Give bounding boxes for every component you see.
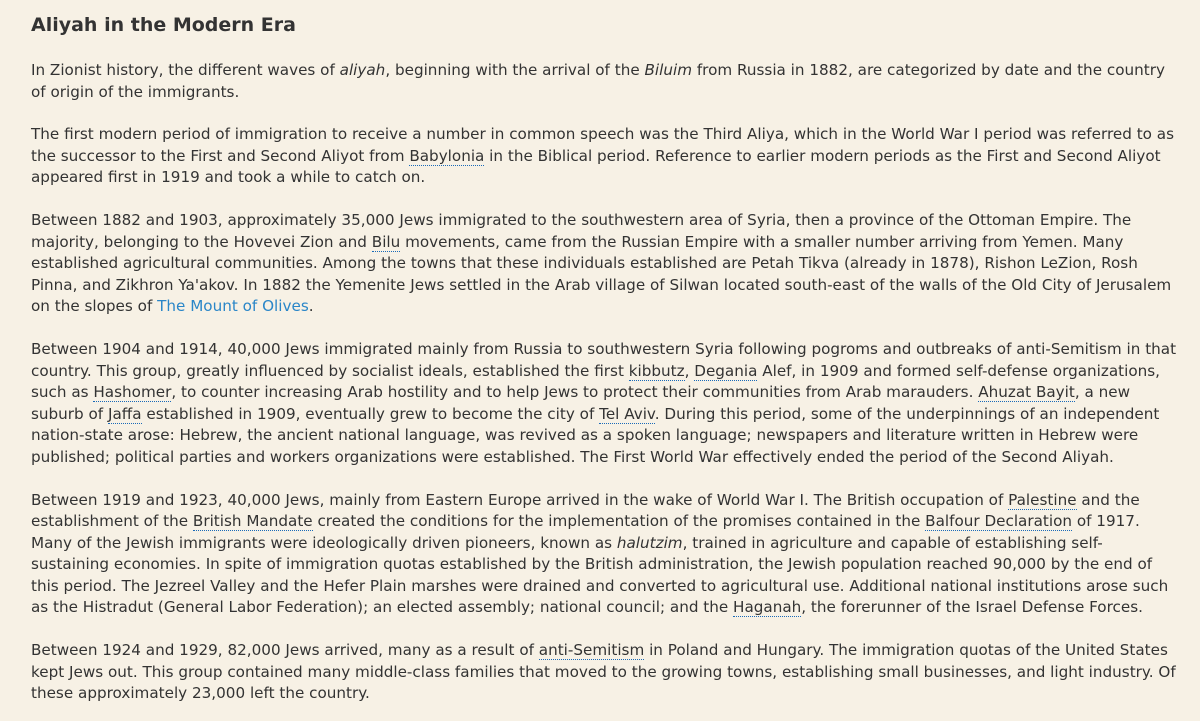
term-link-ahuzat-bayit[interactable]: Ahuzat Bayit bbox=[978, 383, 1075, 402]
term-link-british-mandate[interactable]: British Mandate bbox=[192, 512, 313, 531]
term-link-degania[interactable]: Degania bbox=[694, 361, 758, 380]
paragraph-3: Between 1882 and 1903, approximately 35,000 Jews immigrated to the southwestern area of Syria, then a province of the Ottoman Empire. The majority, belonging to the Hovevei Zion and Bilu movements, came from the Russian Empire with a smaller number arriving from Yemen. Many established agricultural communities. Among the towns that these individuals established are Petah Tikva (already in 1878), Rishon LeZion, Rosh Pinna, and Zikhron Ya'akov. In 1882 the Yemenite Jews settled in the Arab village of Silwan located south-east of the walls of the Old City of Jerusalem on the slopes of The Mount of Olives. bbox=[31, 210, 1172, 316]
term-link-balfour-declaration[interactable]: Balfour Declaration bbox=[925, 512, 1072, 531]
paragraph-2: The first modern period of immigration to receive a number in common speech was the Third Aliya, which in the World War I period was referred to as the successor to the First and Second Aliyot from Babylonia in the Biblical period. Reference to earlier modern periods as the First and Second Aliyot appeared first in 1919 and took a while to catch on. bbox=[31, 125, 1174, 187]
term-halutzim: halutzim bbox=[616, 533, 683, 552]
paragraph-4: Between 1904 and 1914, 40,000 Jews immigrated mainly from Russia to southwestern Syria following pogroms and outbreaks of anti-Semitism in that country. This group, greatly influenced by socialist ideals, established the first kibbutz, Degania Alef, in 1909 and formed self-defense organizations, such as Hashomer, to counter increasing Arab hostility and to help Jews to protect their communities from Arab marauders. Ahuzat Bayit, a new suburb of Jaffa established in 1909, eventually grew to become the city of Tel Aviv. During this period, some of the underpinnings of an independent nation-state arose: Hebrew, the ancient national language, was revived as a spoken language; newspapers and literature written in Hebrew were published; political parties and workers organizations were established. The First World War effectively ended the period of the Second Aliyah. bbox=[31, 339, 1177, 466]
term-link-hashomer[interactable]: Hashomer bbox=[93, 383, 172, 402]
term-link-tel-aviv[interactable]: Tel Aviv bbox=[599, 404, 655, 423]
link-mount-of-olives[interactable]: The Mount of Olives bbox=[157, 297, 309, 316]
term-biluim: Biluim bbox=[644, 61, 692, 79]
term-link-jaffa[interactable]: Jaffa bbox=[107, 404, 142, 423]
paragraph-1: In Zionist history, the different waves of aliyah, beginning with the arrival of the Biluim from Russia in 1882, are categorized by date and the country of origin of the immigrants. bbox=[31, 61, 1165, 101]
paragraph-5: Between 1919 and 1923, 40,000 Jews, mainly from Eastern Europe arrived in the wake of World War I. The British occupation of Palestine and the establishment of the British Mandate created the conditions for the implementation of the promises contained in the Balfour Declaration of 1917. Many of the Jewish immigrants were ideologically driven pioneers, known as halutzim, trained in agriculture and capable of establishing self-sustaining economies. In spite of immigration quotas established by the British administration, the Jewish population reached 90,000 by the end of this period. The Jezreel Valley and the Hefer Plain marshes were drained and converted to agricultural use. Additional national institutions arose such as the Histradut (General Labor Federation); an elected assembly; national council; and the Haganah, the forerunner of the Israel Defense Forces. bbox=[31, 490, 1169, 617]
term-link-anti-semitism[interactable]: anti-Semitism bbox=[538, 641, 645, 660]
term-link-bilu[interactable]: Bilu bbox=[371, 232, 401, 251]
term-link-babylonia[interactable]: Babylonia bbox=[409, 146, 485, 165]
term-link-palestine[interactable]: Palestine bbox=[1008, 490, 1077, 509]
term-link-haganah[interactable]: Haganah bbox=[733, 598, 802, 617]
term-aliyah: aliyah bbox=[339, 61, 386, 79]
page-title: Aliyah in the Modern Era bbox=[31, 14, 296, 36]
term-link-kibbutz[interactable]: kibbutz bbox=[628, 361, 685, 380]
paragraph-6: Between 1924 and 1929, 82,000 Jews arrived, many as a result of anti-Semitism in Poland and Hungary. The immigration quotas of the United States kept Jews out. This group contained many middle-class families that moved to the growing towns, establishing small businesses, and light industry. Of these approximately 23,000 left the country. bbox=[31, 641, 1176, 703]
